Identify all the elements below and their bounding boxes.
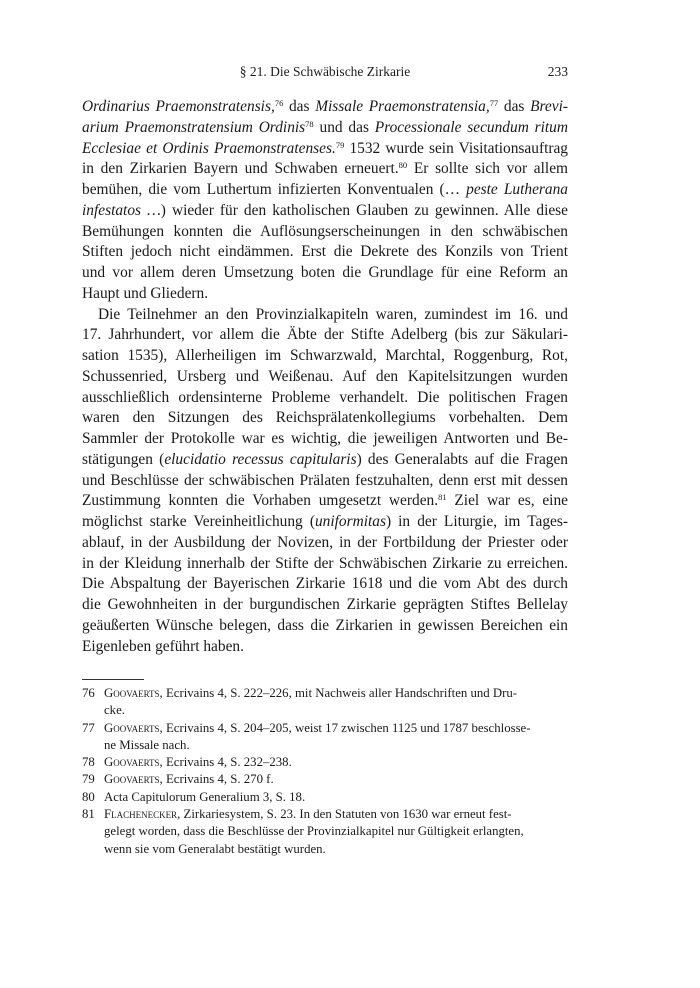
- page-number: 233: [547, 64, 568, 79]
- text-line: infestatos …) wieder für den katholischen Glauben zu gewinnen. Alle diese: [82, 201, 568, 219]
- footnote-ref[interactable]: 77: [489, 98, 499, 108]
- text-line: und vor allem deren Umsetzung boten die Grundlage für eine Reform an: [82, 264, 568, 281]
- paragraph-1: [82, 97, 568, 305]
- footnote-77: [82, 720, 568, 755]
- running-head: [82, 64, 568, 82]
- footnote-text: Goovaerts, Ecrivains 4, S. 222–226, mit Nachweis aller Handschriften und Dru- cke.: [104, 686, 518, 718]
- footnote-divider: [82, 679, 144, 680]
- text-line: 17. Jahrhundert, vor allem die Äbte der Stifte Adelberg (bis zur Säkulari-: [82, 326, 568, 344]
- footnote-text: Goovaerts, Ecrivains 4, S. 204–205, weist 17 zwischen 1125 und 1787 beschlosse- ne Missale nach.: [104, 720, 531, 752]
- footnote-number: 76: [82, 686, 95, 700]
- text-line: waren den Sitzungen des Reichsprälatenkollegiums vorbehalten. Dem: [82, 409, 568, 427]
- footnote-ref[interactable]: 79: [335, 139, 345, 150]
- footnote-ref[interactable]: 78: [305, 118, 314, 129]
- footnote-ref[interactable]: 81: [438, 492, 447, 503]
- text-line: in den Zirkarien Bayern und Schwaben erneuert.$^{80}$ Er sollte sich vor allem: [82, 160, 568, 178]
- text-line: sation 1535), Allerheiligen im Schwarzwald, Marchtal, Roggenburg, Rot,: [82, 347, 568, 364]
- footnote-number: 81: [82, 807, 95, 822]
- footnote-ref[interactable]: 76: [274, 98, 284, 108]
- text-line: möglichst starke Vereinheitlichung (uniformitas) in der Liturgie, im Tages-: [82, 513, 568, 530]
- running-title: § 21. Die Schwäbische Zirkarie: [239, 64, 411, 79]
- text-line: Sammler der Protokolle war es wichtig, die jeweiligen Antworten und Be-: [82, 430, 568, 447]
- footnote-78: [82, 754, 568, 771]
- text-line: Die Teilnehmer an den Provinzialkapiteln waren, zumindest im 16. und: [98, 305, 568, 323]
- footnote-ref[interactable]: 80: [398, 160, 408, 171]
- text-line: geäußerten Wünsche belegen, dass die Zirkarien in gewissen Bereichen ein: [82, 616, 568, 634]
- footnote-80: [82, 789, 568, 806]
- footnote-number: 80: [82, 789, 95, 804]
- text-line: Schussenried, Ursberg und Weißenau. Auf den Kapitelsitzungen wurden: [82, 367, 568, 385]
- text-line: arium Praemonstratensium Ordinis$^{78}$ und das Processionale secundum ritum: [82, 118, 568, 136]
- text-line: Ecclesiae et Ordinis Praemonstratenses.$^{79}$ 1532 wurde sein Visitationsauftrag: [82, 139, 568, 157]
- footnote-text: Goovaerts, Ecrivains 4, S. 270 f.: [104, 772, 274, 787]
- text-line: ablauf, in der Ausbildung der Novizen, in der Fortbildung der Priester oder: [82, 533, 568, 551]
- text-line: stätigungen (elucidatio recessus capitularis) des Generalabts auf die Fragen: [82, 450, 569, 468]
- text-line: Ordinarius Praemonstratensis,$^{76}$ das Missale Praemonstratensia,$^{77}$ das Brevi-: [82, 98, 568, 115]
- text-line: Stiften jedoch nicht eindämmen. Erst die Dekrete des Konzils von Trient: [82, 243, 568, 261]
- text-line: Haupt und Gliedern.: [82, 284, 209, 302]
- footnote-number: 77: [82, 720, 95, 735]
- text-line: Bemühungen konnten die Auflösungserscheinungen in den schwäbischen: [82, 222, 568, 240]
- footnote-text: Flachenecker, Zirkariesystem, S. 23. In den Statuten von 1630 war erneut fest- gelegt worden, dass die Beschlüsse der Provinzialkapitel nur Gültigkeit erlangten, wenn sie vom Generalabt bestätigt wurden.: [104, 807, 524, 856]
- text-line: bemühen, die vom Luthertum infizierten Konventualen (… peste Lutherana: [82, 181, 568, 198]
- footnote-number: 78: [82, 755, 95, 770]
- footnote-76: [82, 685, 568, 720]
- text-line: Zustimmung konnten die Vorhaben umgesetzt werden.$^{81}$ Ziel war es, eine: [82, 492, 568, 510]
- text-line: Eigenleben geführt haben.: [82, 637, 244, 655]
- footnote-81: [82, 806, 568, 858]
- text-line: die Gewohnheiten in der burgundischen Zirkarie geprägten Stiftes Bellelay: [82, 596, 568, 613]
- footnotes: [82, 685, 568, 858]
- footnote-text: Goovaerts, Ecrivains 4, S. 232–238.: [104, 755, 292, 770]
- text-line: Die Abspaltung der Bayerischen Zirkarie 1618 und die vom Abt des durch: [82, 575, 568, 593]
- text-line: und Beschlüsse der schwäbischen Prälaten festzuhalten, denn erst mit dessen: [82, 471, 568, 489]
- footnote-number: 79: [82, 772, 95, 787]
- paragraph-2: [82, 305, 568, 658]
- footnote-text: Acta Capitulorum Generalium 3, S. 18.: [104, 789, 306, 804]
- footnote-79: [82, 771, 568, 788]
- main-text: [82, 97, 568, 657]
- text-line: ausschließlich ordensinterne Probleme verhandelt. Die politischen Fragen: [82, 388, 568, 406]
- text-line: in der Kleidung innerhalb der Stifte der Schwäbischen Zirkarie zu erreichen.: [82, 554, 568, 572]
